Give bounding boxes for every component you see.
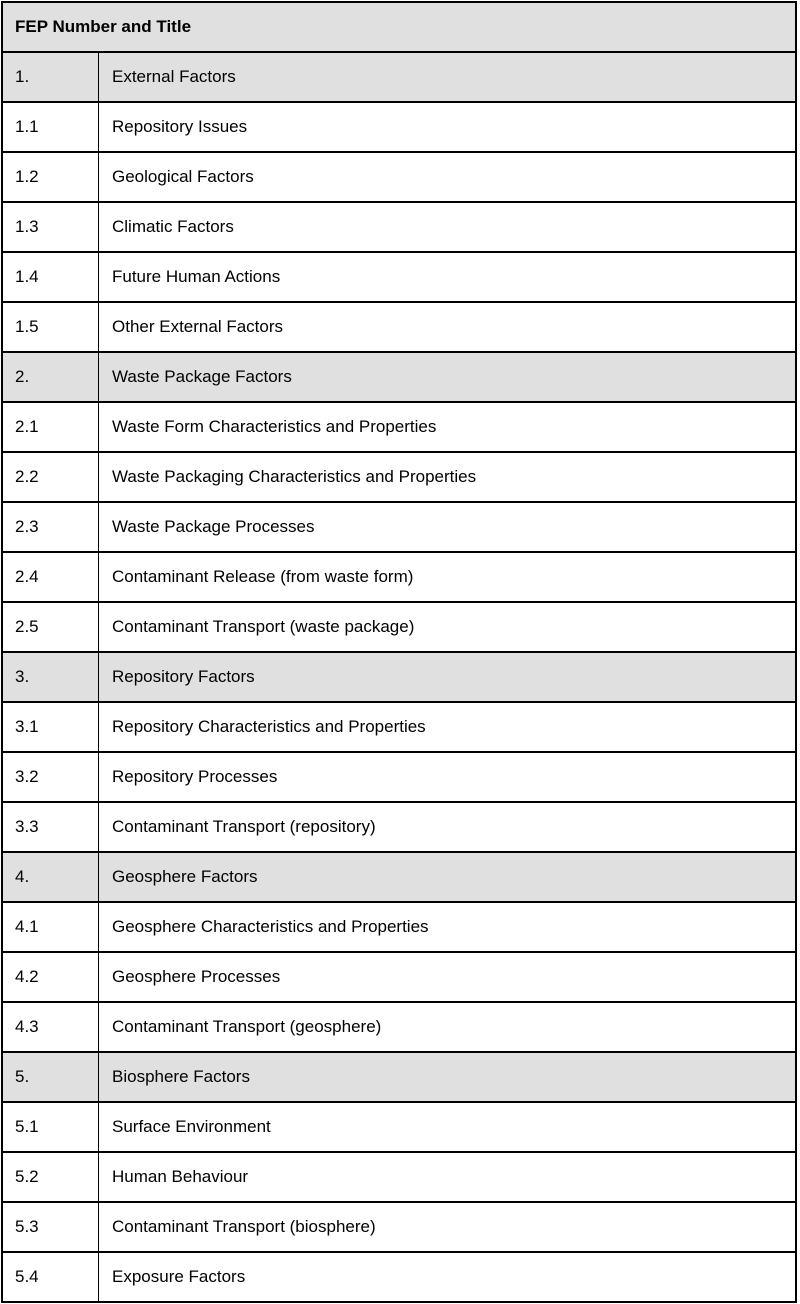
table-row [3, 751, 795, 801]
table-section-row [3, 351, 795, 401]
table-section-row [3, 51, 795, 101]
fep-number-cell: 2.1 [3, 403, 99, 451]
fep-title-cell: Repository Issues [112, 117, 248, 136]
fep-title-cell: Waste Package Processes [112, 517, 315, 536]
fep-title-cell: Biosphere Factors [112, 1067, 250, 1086]
table-row [3, 101, 795, 151]
fep-title-cell: Geosphere Processes [112, 967, 281, 986]
fep-title-cell: Waste Form Characteristics and Properties [112, 417, 437, 436]
table-row [3, 251, 795, 301]
fep-title-cell: Repository Characteristics and Properties [112, 717, 426, 736]
fep-number-cell: 1.3 [3, 203, 99, 251]
fep-table [1, 1, 797, 1303]
table-row [3, 951, 795, 1001]
fep-title-cell: Contaminant Release (from waste form) [112, 567, 414, 586]
table-row [3, 901, 795, 951]
table-row [3, 1101, 795, 1151]
fep-number-cell: 5.2 [3, 1153, 99, 1201]
fep-number-cell: 2.5 [3, 603, 99, 651]
fep-title-cell: Repository Factors [112, 667, 255, 686]
table-row [3, 451, 795, 501]
fep-title-cell: Geological Factors [112, 167, 254, 186]
fep-number-cell: 5.4 [3, 1253, 99, 1301]
fep-number-cell: 2.4 [3, 553, 99, 601]
table-row [3, 401, 795, 451]
table-row [3, 501, 795, 551]
fep-number-cell: 3.3 [3, 803, 99, 851]
fep-title-cell: Geosphere Characteristics and Properties [112, 917, 429, 936]
table-row [3, 1201, 795, 1251]
table-row [3, 701, 795, 751]
table-header-label: FEP Number and Title [15, 17, 192, 36]
fep-number-cell: 2. [3, 353, 99, 401]
fep-title-cell: Waste Package Factors [112, 367, 292, 386]
fep-title-cell: Other External Factors [112, 317, 284, 336]
fep-title-cell: Waste Packaging Characteristics and Properties [112, 467, 477, 486]
fep-number-cell: 5.3 [3, 1203, 99, 1251]
fep-number-cell: 4.2 [3, 953, 99, 1001]
fep-title-cell: Surface Environment [112, 1117, 271, 1136]
fep-number-cell: 1.2 [3, 153, 99, 201]
fep-title-cell: Exposure Factors [112, 1267, 246, 1286]
fep-title-cell: Contaminant Transport (repository) [112, 817, 376, 836]
fep-number-cell: 3.2 [3, 753, 99, 801]
table-row [3, 151, 795, 201]
fep-title-cell: Future Human Actions [112, 267, 281, 286]
fep-number-cell: 4.1 [3, 903, 99, 951]
table-row [3, 601, 795, 651]
fep-number-cell: 3.1 [3, 703, 99, 751]
fep-title-cell: Climatic Factors [112, 217, 234, 236]
fep-number-cell: 5. [3, 1053, 99, 1101]
fep-title-cell: Contaminant Transport (biosphere) [112, 1217, 376, 1236]
fep-number-cell: 4. [3, 853, 99, 901]
fep-title-cell: Human Behaviour [112, 1167, 249, 1186]
table-row [3, 1001, 795, 1051]
fep-title-cell: Contaminant Transport (geosphere) [112, 1017, 382, 1036]
table-section-row [3, 1051, 795, 1101]
fep-number-cell: 2.2 [3, 453, 99, 501]
table-row [3, 301, 795, 351]
table-row [3, 801, 795, 851]
fep-number-cell: 1.1 [3, 103, 99, 151]
fep-number-cell: 4.3 [3, 1003, 99, 1051]
table-row [3, 551, 795, 601]
table-row [3, 1251, 795, 1301]
fep-title-cell: Geosphere Factors [112, 867, 258, 886]
table-header-row [3, 3, 795, 51]
fep-number-cell: 5.1 [3, 1103, 99, 1151]
fep-number-cell: 1.4 [3, 253, 99, 301]
fep-title-cell: External Factors [112, 67, 236, 86]
table-row [3, 1151, 795, 1201]
fep-number-cell: 3. [3, 653, 99, 701]
fep-number-cell: 2.3 [3, 503, 99, 551]
fep-title-cell: Repository Processes [112, 767, 278, 786]
table-section-row [3, 851, 795, 901]
table-section-row [3, 651, 795, 701]
fep-title-cell: Contaminant Transport (waste package) [112, 617, 415, 636]
fep-number-cell: 1. [3, 53, 99, 101]
fep-number-cell: 1.5 [3, 303, 99, 351]
table-row [3, 201, 795, 251]
table-rows [3, 51, 795, 1301]
